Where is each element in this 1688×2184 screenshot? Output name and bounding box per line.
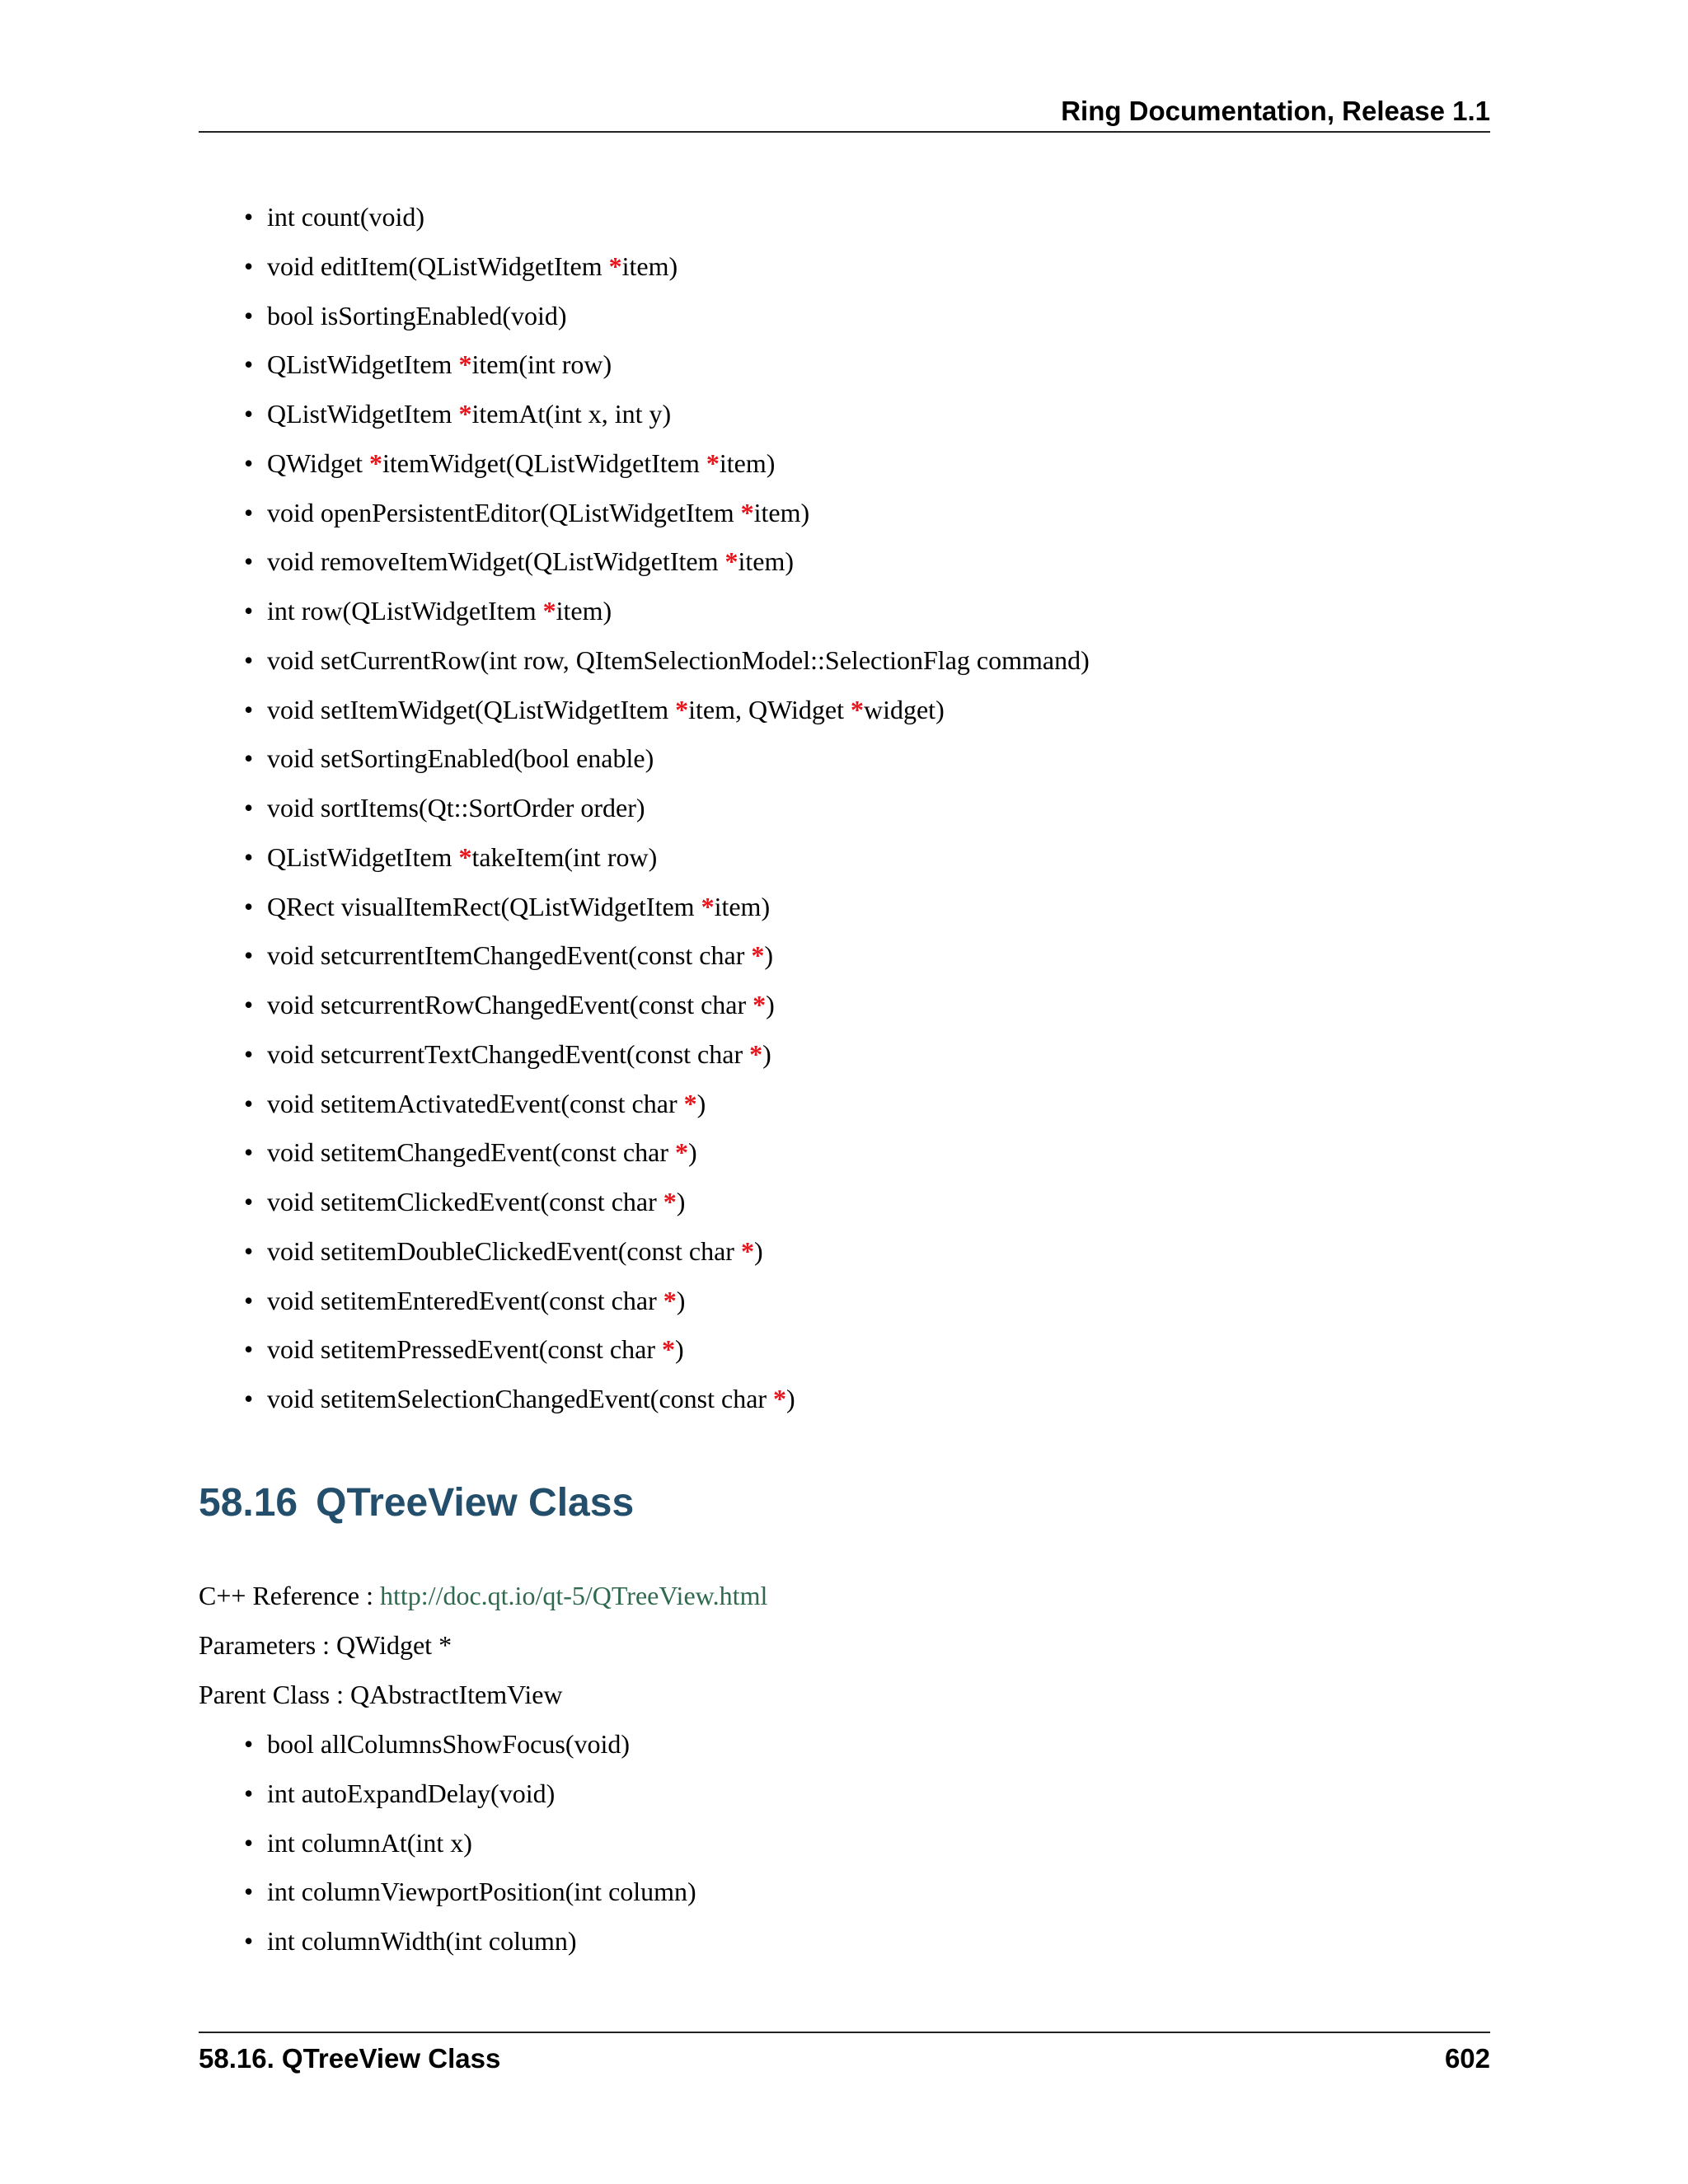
method-signature: void setitemActivatedEvent(const char *): [267, 1088, 706, 1118]
pointer-asterisk: *: [850, 694, 864, 724]
cpp-reference-label: C++ Reference :: [199, 1581, 380, 1610]
bullet-icon: •: [244, 1778, 254, 1808]
bullet-icon: •: [244, 1729, 254, 1759]
bullet-icon: •: [244, 300, 254, 330]
method-signature: QListWidgetItem *item(int row): [267, 349, 612, 380]
bullet-icon: •: [244, 1137, 254, 1168]
pointer-asterisk: *: [683, 1088, 697, 1118]
pointer-asterisk: *: [458, 841, 472, 872]
method-signature: QListWidgetItem *takeItem(int row): [267, 841, 658, 872]
method-signature: int columnWidth(int column): [267, 1926, 577, 1956]
bullet-icon: •: [244, 841, 254, 872]
document-title: Ring Documentation, Release 1.1: [1061, 96, 1490, 126]
bullet-icon: •: [244, 694, 254, 724]
method-signature: void setItemWidget(QListWidgetItem *item, QWidget *widget): [267, 694, 945, 724]
method-signature: int autoExpandDelay(void): [267, 1778, 556, 1808]
method-signature: void setcurrentTextChangedEvent(const char *): [267, 1038, 771, 1069]
method-signature: void setcurrentItemChangedEvent(const char *): [267, 940, 773, 971]
method-signature: QWidget *itemWidget(QListWidgetItem *item): [267, 448, 776, 478]
bullet-icon: •: [244, 399, 254, 429]
cpp-reference-link[interactable]: http://doc.qt.io/qt-5/QTreeView.html: [380, 1581, 768, 1610]
method-signature: int row(QListWidgetItem *item): [267, 596, 612, 626]
method-signature: int columnAt(int x): [267, 1827, 472, 1858]
bullet-icon: •: [244, 891, 254, 921]
bullet-icon: •: [244, 1187, 254, 1216]
method-signature: void editItem(QListWidgetItem *item): [267, 251, 678, 281]
pointer-asterisk: *: [542, 596, 556, 626]
parent-class-line: Parent Class : QAbstractItemView: [199, 1680, 563, 1709]
bullet-icon: •: [244, 940, 254, 971]
section-number: 58.16: [199, 1481, 298, 1525]
method-signature: void removeItemWidget(QListWidgetItem *item): [267, 546, 795, 577]
page-header: [199, 94, 1490, 133]
footer-section-label: 58.16. QTreeView Class: [199, 2043, 501, 2074]
pointer-asterisk: *: [458, 399, 472, 429]
section-heading: [199, 1479, 634, 1528]
method-signature: void setitemPressedEvent(const char *): [267, 1334, 684, 1365]
method-signature: bool isSortingEnabled(void): [267, 300, 567, 330]
cpp-reference-line: [199, 1571, 767, 1620]
bullet-icon: •: [244, 990, 254, 1019]
pointer-asterisk: *: [674, 1137, 688, 1168]
pointer-asterisk: *: [608, 251, 622, 281]
pointer-asterisk: *: [751, 940, 765, 971]
bullet-icon: •: [244, 1088, 254, 1118]
method-signature: void setitemClickedEvent(const char *): [267, 1187, 686, 1216]
method-signature: void setitemSelectionChangedEvent(const char *): [267, 1384, 795, 1413]
pointer-asterisk: *: [749, 1038, 763, 1069]
pointer-asterisk: *: [663, 1285, 677, 1315]
pointer-asterisk: *: [724, 546, 738, 577]
bullet-icon: •: [244, 1334, 254, 1365]
pointer-asterisk: *: [458, 349, 472, 380]
bullet-icon: •: [244, 1038, 254, 1069]
bullet-icon: •: [244, 793, 254, 823]
bullet-icon: •: [244, 1384, 254, 1413]
bullet-icon: •: [244, 202, 254, 232]
method-signature: void openPersistentEditor(QListWidgetItem *item): [267, 497, 810, 527]
method-signature: bool allColumnsShowFocus(void): [267, 1729, 631, 1759]
method-signature: int columnViewportPosition(int column): [267, 1877, 696, 1907]
pointer-asterisk: *: [740, 497, 754, 527]
bullet-icon: •: [244, 644, 254, 675]
pointer-asterisk: *: [661, 1334, 675, 1365]
bullet-icon: •: [244, 448, 254, 478]
bullet-icon: •: [244, 251, 254, 281]
method-signature: QListWidgetItem *itemAt(int x, int y): [267, 399, 672, 429]
method-signature: void setCurrentRow(int row, QItemSelectionModel::SelectionFlag command): [267, 644, 1090, 675]
bullet-icon: •: [244, 596, 254, 626]
method-signature: void sortItems(Qt::SortOrder order): [267, 793, 645, 823]
pointer-asterisk: *: [753, 990, 767, 1019]
section-title-text: QTreeView Class: [316, 1481, 635, 1525]
bullet-icon: •: [244, 349, 254, 380]
method-signature: void setitemEnteredEvent(const char *): [267, 1285, 686, 1315]
pointer-asterisk: *: [773, 1384, 787, 1413]
bullet-icon: •: [244, 1827, 254, 1858]
method-signature: void setcurrentRowChangedEvent(const char *): [267, 990, 775, 1019]
method-signature: void setitemChangedEvent(const char *): [267, 1137, 697, 1168]
bullet-icon: •: [244, 1235, 254, 1266]
pointer-asterisk: *: [663, 1187, 677, 1216]
pointer-asterisk: *: [740, 1235, 754, 1266]
method-signature: int count(void): [267, 202, 425, 232]
pointer-asterisk: *: [701, 891, 715, 921]
page-footer: [199, 2032, 1490, 2083]
pointer-asterisk: *: [675, 694, 689, 724]
bullet-icon: •: [244, 546, 254, 577]
method-signature: QRect visualItemRect(QListWidgetItem *item): [267, 891, 771, 921]
method-signature: void setitemDoubleClickedEvent(const char *): [267, 1235, 763, 1266]
bullet-icon: •: [244, 1926, 254, 1956]
bullet-icon: •: [244, 497, 254, 527]
pointer-asterisk: *: [369, 448, 383, 478]
bullet-icon: •: [244, 1877, 254, 1907]
method-signature: void setSortingEnabled(bool enable): [267, 743, 654, 774]
page-number: 602: [1444, 2043, 1490, 2074]
pointer-asterisk: *: [706, 448, 720, 478]
bullet-icon: •: [244, 743, 254, 774]
bullet-icon: •: [244, 1285, 254, 1315]
parameters-line: Parameters : QWidget *: [199, 1630, 452, 1660]
